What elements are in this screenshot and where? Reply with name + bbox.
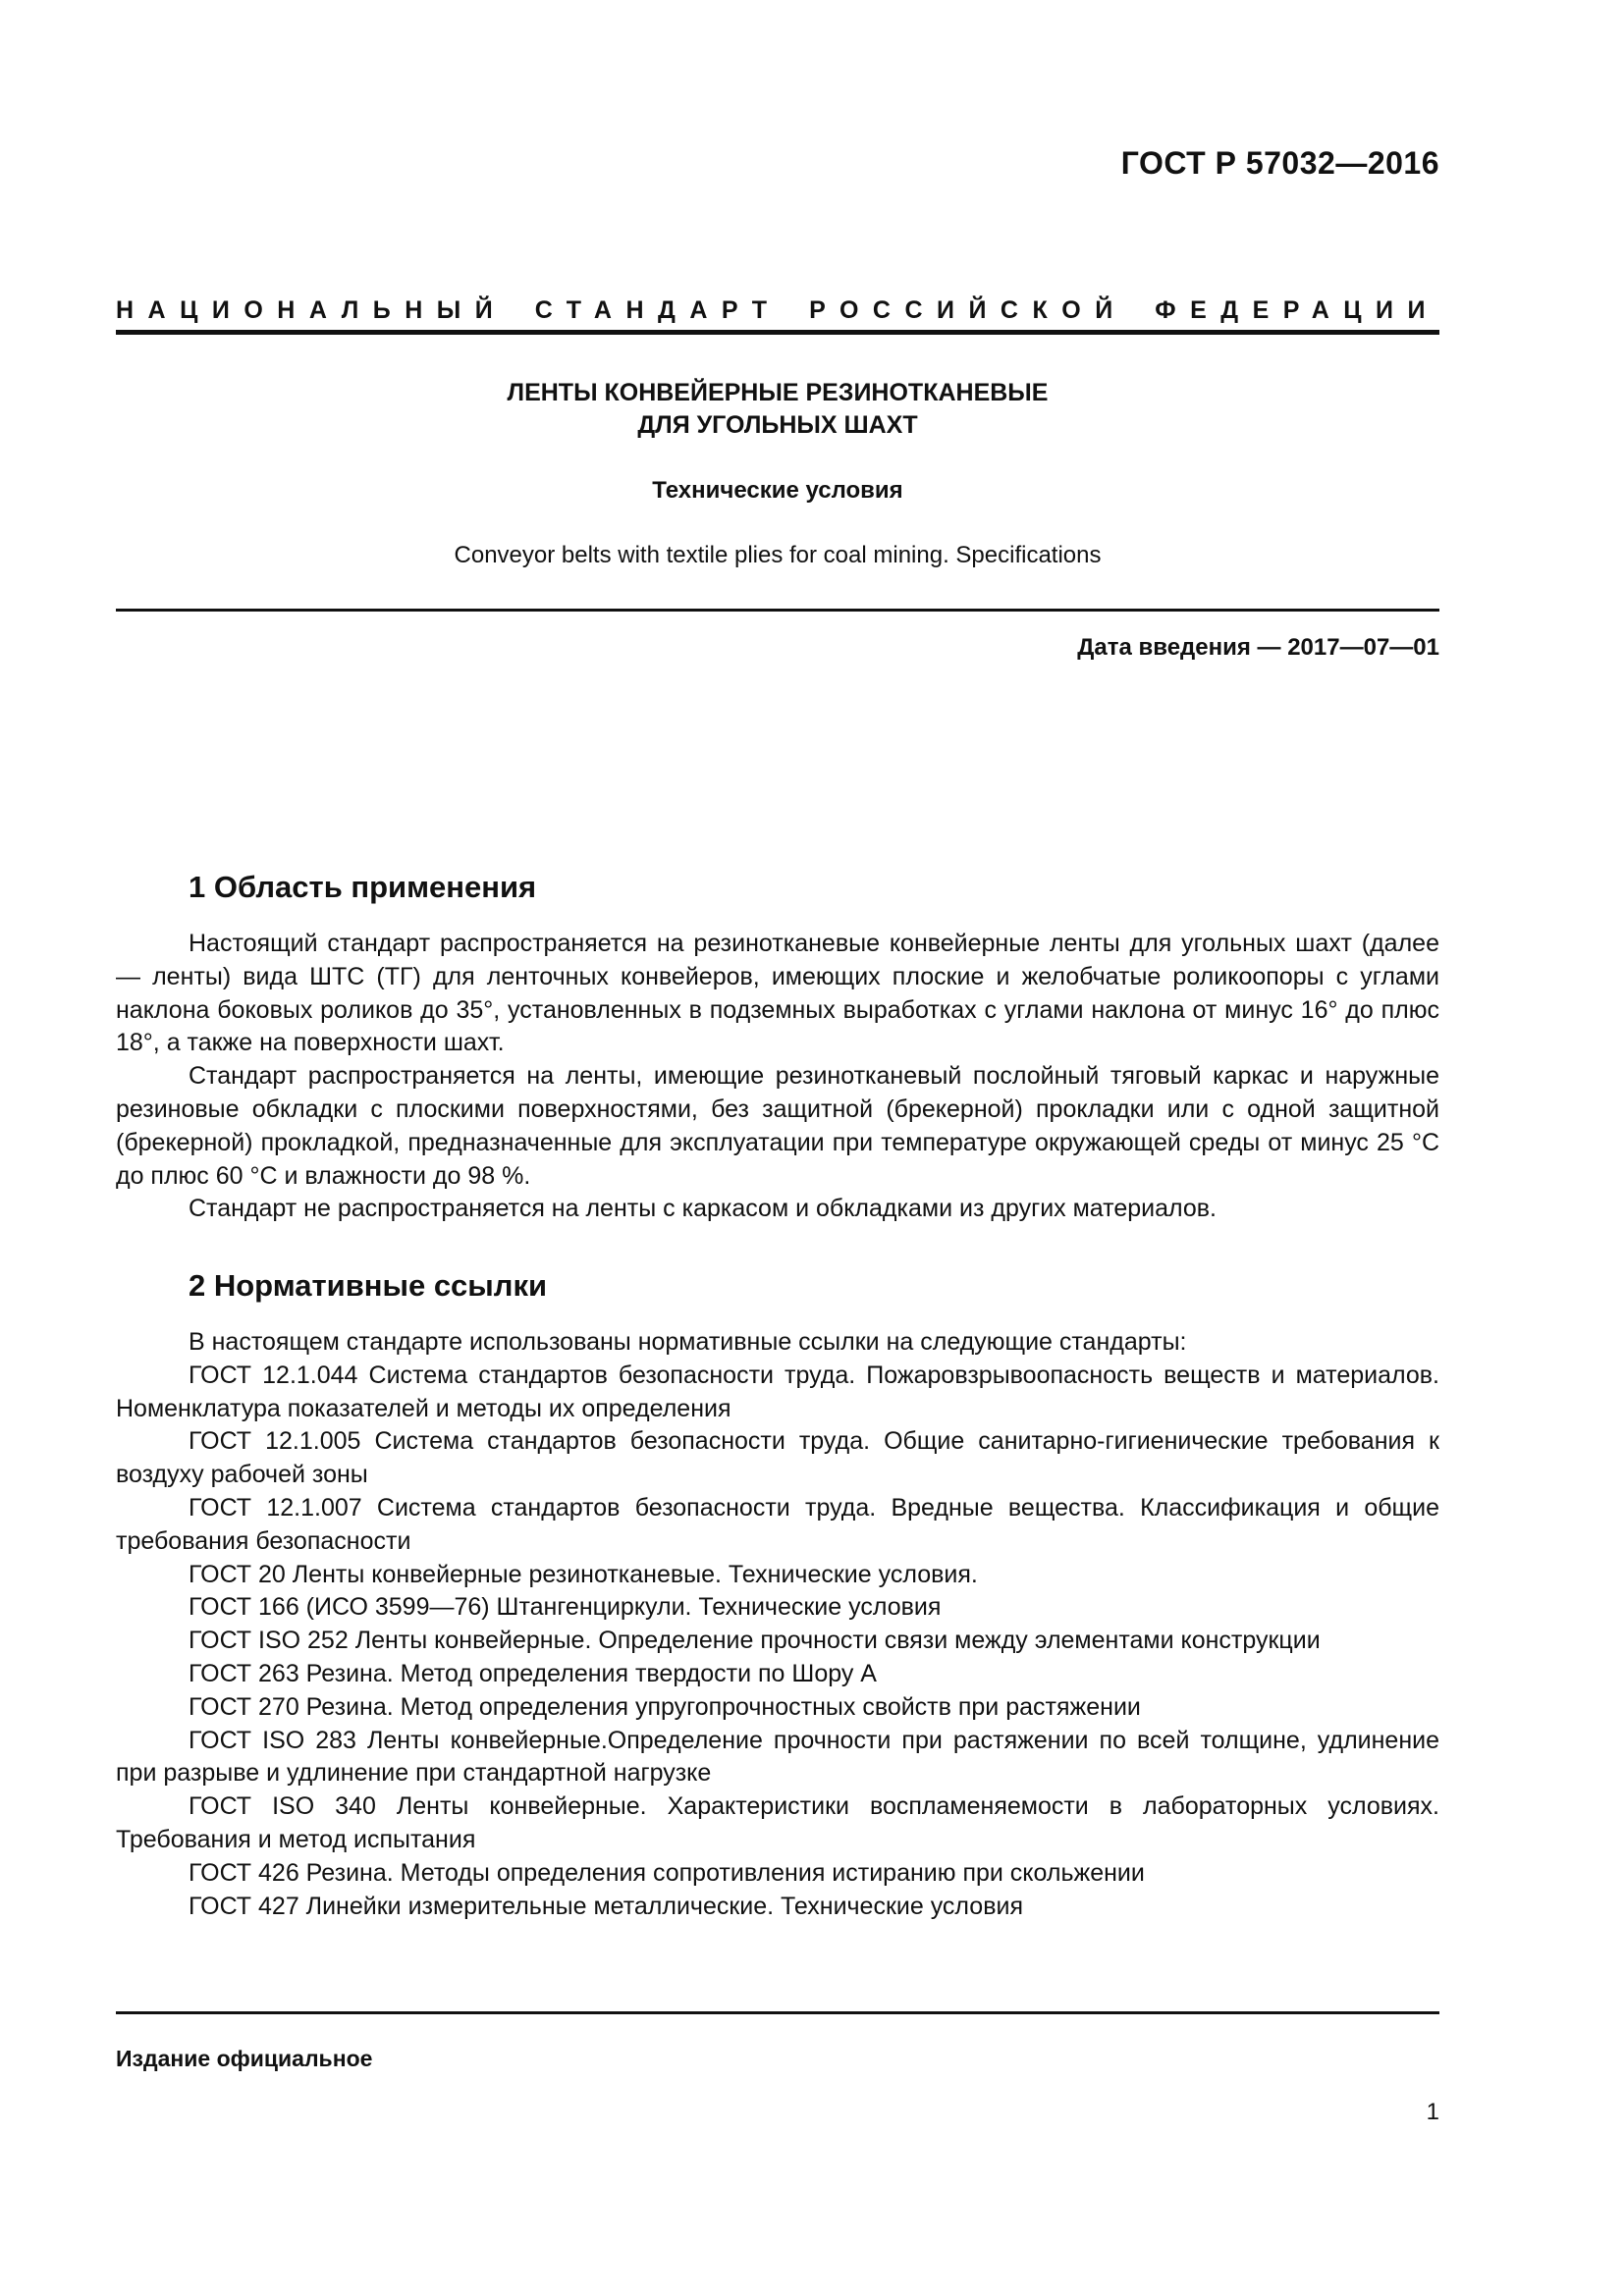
- section-2-heading: 2 Нормативные ссылки: [189, 1268, 548, 1303]
- paragraph: Стандарт распространяется на ленты, имеющие резинотканевый послойный тяговый каркас и наружные резиновые обкладки с плоскими поверхностями, без защитной (брекерной) прокладки или с одной защитной (брекерной) прокладкой, предназначенные для эксплуатации при температуре окружающей среды от минус 25 °С до плюс 60 °С и влажности до 98 %.: [116, 1062, 1439, 1190]
- reference-item: ГОСТ 263 Резина. Метод определения твердости по Шору А: [189, 1659, 877, 1687]
- reference-item: ГОСТ 12.1.044 Система стандартов безопасности труда. Пожаровзрывоопасность веществ и материалов. Номенклатура показателей и методы их определения: [116, 1361, 1439, 1422]
- section-1-heading: 1 Область применения: [189, 870, 537, 904]
- reference-item: ГОСТ 20 Ленты конвейерные резинотканевые. Технические условия.: [189, 1560, 978, 1588]
- reference-item: ГОСТ 427 Линейки измерительные металлические. Технические условия: [189, 1892, 1023, 1920]
- reference-item: ГОСТ 426 Резина. Методы определения сопротивления истиранию при скольжении: [189, 1858, 1145, 1887]
- title-line-1: ЛЕНТЫ КОНВЕЙЕРНЫЕ РЕЗИНОТКАНЕВЫЕ: [507, 379, 1049, 406]
- english-title: Conveyor belts with textile plies for coal mining. Specifications: [454, 542, 1102, 568]
- national-title-word: ФЕДЕРАЦИИ: [1155, 296, 1439, 324]
- paragraph: Стандарт не распространяется на ленты с каркасом и обкладками из других материалов.: [189, 1195, 1217, 1223]
- paragraph: В настоящем стандарте использованы нормативные ссылки на следующие стандарты:: [189, 1328, 1187, 1356]
- intro-date: Дата введения — 2017—07—01: [1077, 634, 1439, 661]
- page-number: 1: [1426, 2099, 1439, 2125]
- official-edition-label: Издание официальное: [116, 2046, 373, 2071]
- reference-item: ГОСТ ISO 283 Ленты конвейерные.Определение прочности при растяжении по всей толщине, удлинение при разрыве и удлинение при стандартной нагрузке: [116, 1726, 1439, 1788]
- reference-item: ГОСТ 166 (ИСО 3599—76) Штангенциркули. Технические условия: [189, 1593, 942, 1622]
- national-title-word: НАЦИОНАЛЬНЫЙ: [116, 296, 508, 324]
- national-title-word: РОССИЙСКОЙ: [809, 296, 1127, 324]
- paragraph: Настоящий стандарт распространяется на резинотканевые конвейерные ленты для угольных шахт (далее — ленты) вида ШТС (ТГ) для ленточных конвейеров, имеющих плоские и желобчатые роликоопоры с углами наклона боковых роликов до 35°, установленных в подземных выработках с углами наклона от минус 16° до плюс 18°, а также на поверхности шахт.: [116, 930, 1439, 1057]
- reference-item: ГОСТ ISO 340 Ленты конвейерные. Характеристики воспламеняемости в лабораторных условиях. Требования и метод испытания: [116, 1792, 1439, 1853]
- section-2-body: [116, 1326, 1439, 1923]
- section-1-body: [116, 928, 1439, 1226]
- doc-number: ГОСТ Р 57032—2016: [1120, 145, 1439, 181]
- reference-item: ГОСТ ISO 252 Ленты конвейерные. Определение прочности связи между элементами конструкции: [189, 1627, 1321, 1655]
- reference-item: ГОСТ 12.1.005 Система стандартов безопасности труда. Общие санитарно-гигиенические требования к воздуху рабочей зоны: [116, 1427, 1439, 1489]
- document-title: [116, 377, 1439, 442]
- header-divider: [116, 330, 1439, 335]
- reference-item: ГОСТ 12.1.007 Система стандартов безопасности труда. Вредные вещества. Классификация и общие требования безопасности: [116, 1493, 1439, 1555]
- document-subtitle: Технические условия: [652, 477, 903, 504]
- title-line-2: ДЛЯ УГОЛЬНЫХ ШАХТ: [637, 411, 918, 439]
- title-divider: [116, 609, 1439, 612]
- footer-divider: [116, 2011, 1439, 2014]
- national-title: [116, 296, 1439, 325]
- national-title-word: СТАНДАРТ: [534, 296, 782, 324]
- reference-item: ГОСТ 270 Резина. Метод определения упругопрочностных свойств при растяжении: [189, 1692, 1141, 1721]
